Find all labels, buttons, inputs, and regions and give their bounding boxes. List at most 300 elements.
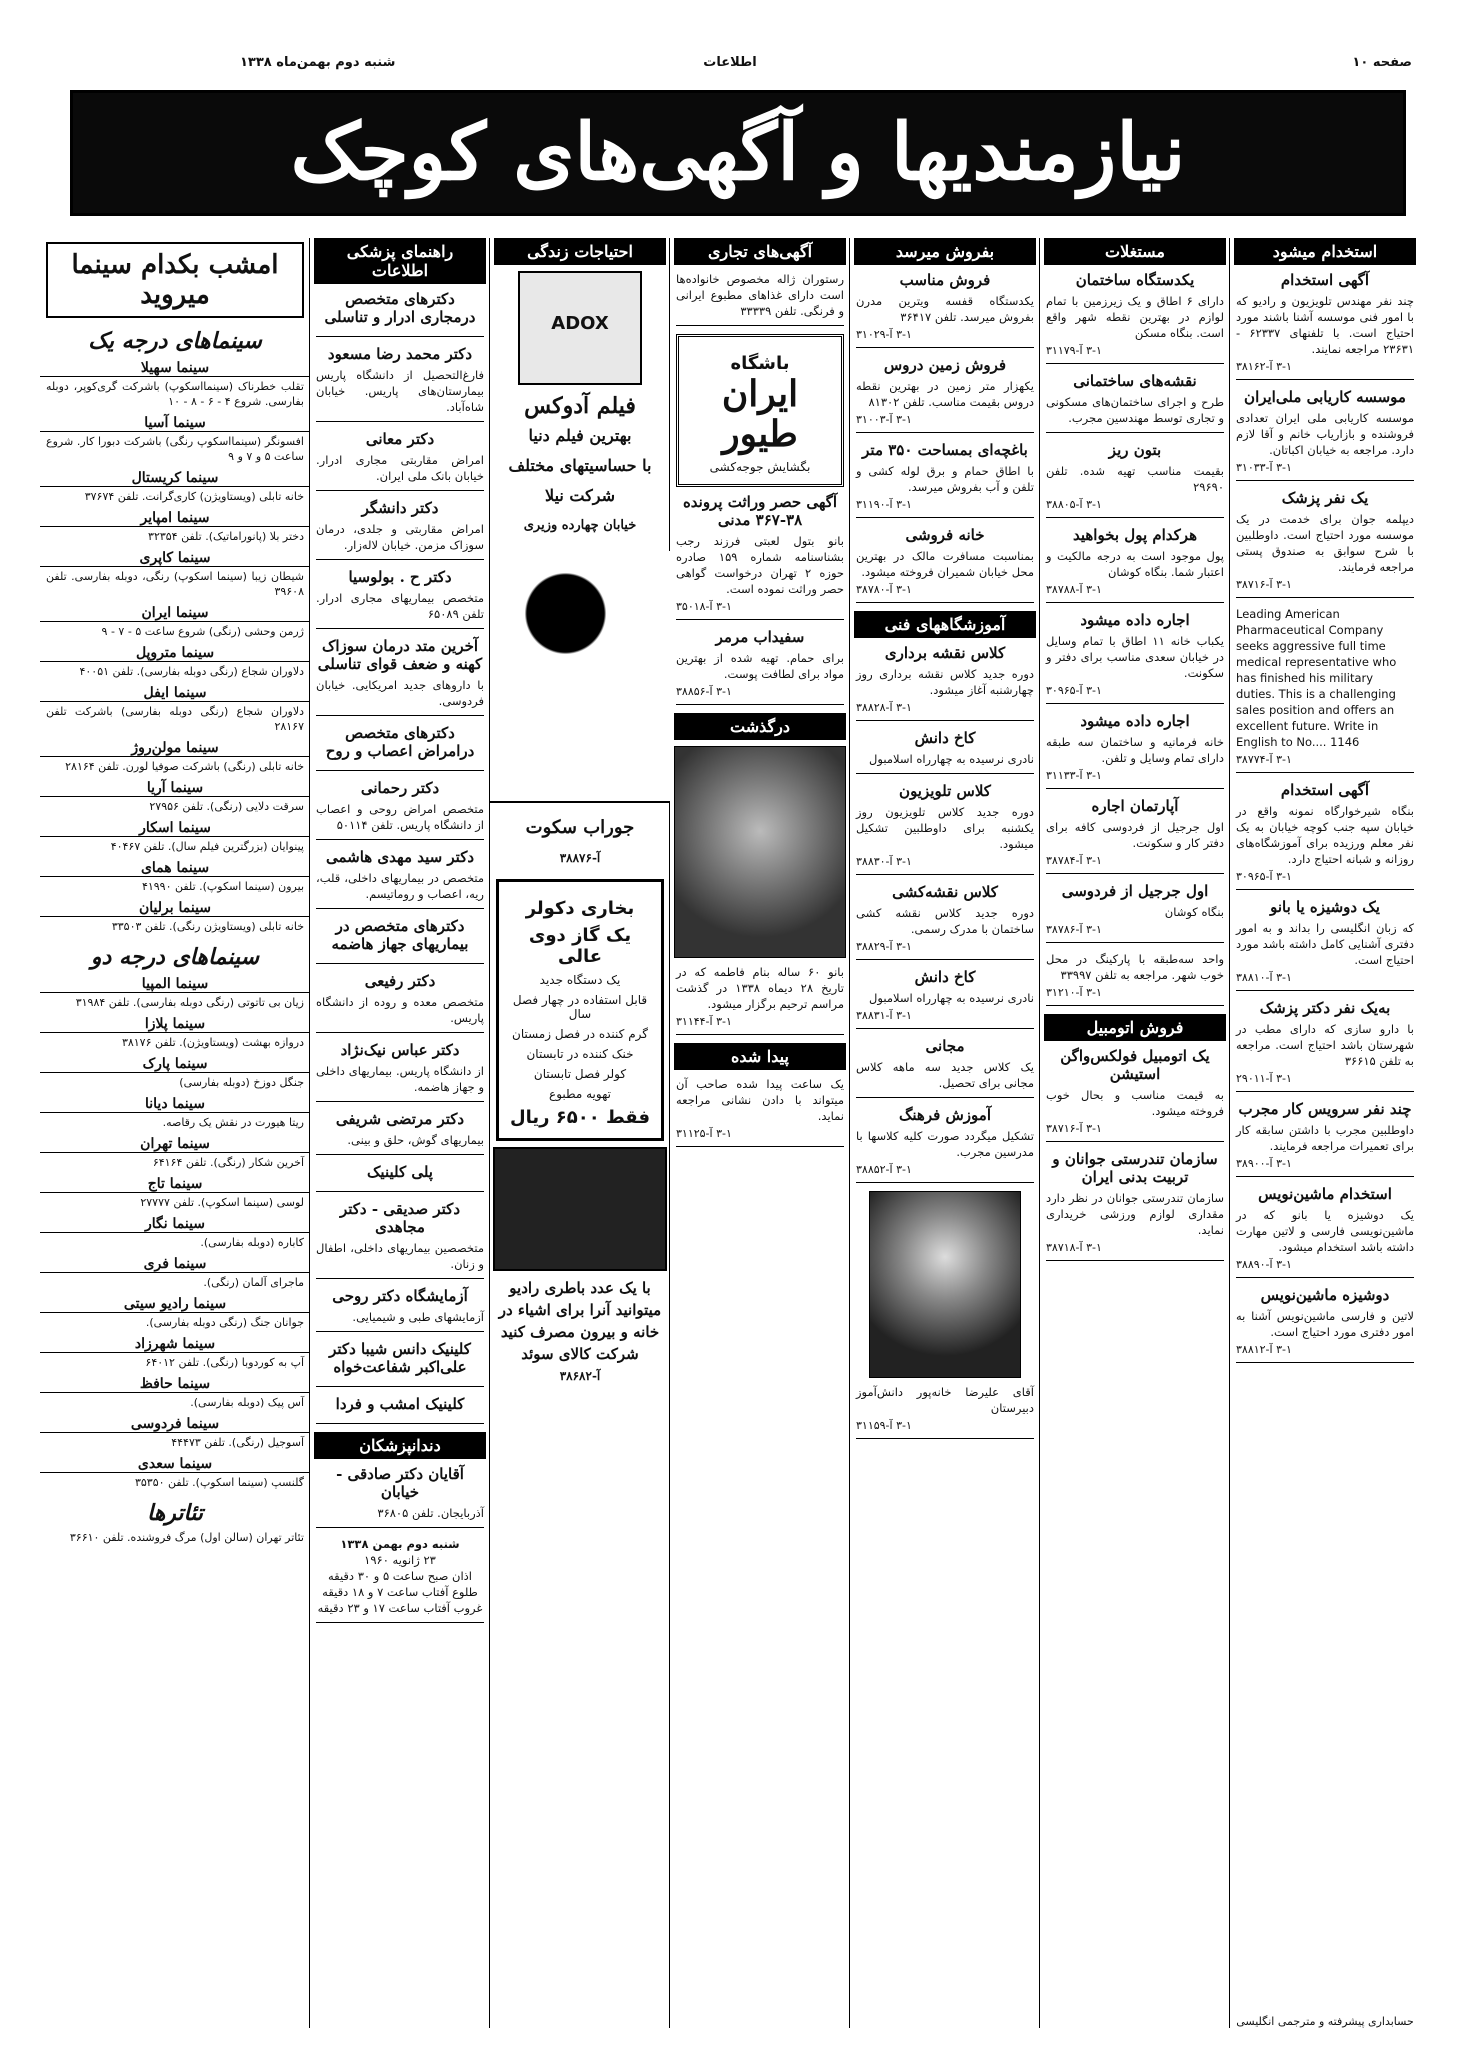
ad-code: ۳-۱ آ-۳۱۱۴۴ — [676, 1015, 732, 1028]
cinema-listing: جوانان جنگ (رنگی دوبله بفارسی). — [145, 1316, 304, 1329]
heater-line: بخاری دکولر — [525, 898, 635, 919]
heater-line: کولر فصل تابستان — [533, 1067, 627, 1081]
cinema-name: سینما تهران — [40, 1136, 310, 1153]
radio-line: میتوانید آنرا برای اشیاء در — [498, 1301, 662, 1319]
cinema-listing: افسونگر (سینمااسکوپ رنگی) باشرکت دبورا کار. شروع ساعت ۵ و ۷ و ۹ — [46, 435, 304, 463]
ad-title: فروش زمین دروس — [883, 356, 1007, 374]
ad-code: ۳-۱ آ-۳۱۱۲۵ — [676, 1127, 732, 1140]
cinema-name: سینما رادیو سیتی — [40, 1296, 310, 1313]
cinema-listing: دختر بلا (پانوراماتیک). تلفن ۳۲۳۵۴ — [148, 530, 304, 543]
ad-text: امراض مقاربتی مجاری ادرار. خیابان بانک ملی ایران. — [316, 453, 484, 483]
ad-item — [1046, 797, 1224, 874]
ad-item — [316, 1200, 484, 1279]
ad-title: آگهی استخدام — [1280, 271, 1370, 289]
cinema-listing: سرقت دلایی (رنگی). تلفن ۲۷۹۵۶ — [149, 800, 304, 813]
ad-title: خانه فروشی — [905, 526, 985, 544]
sock-ad — [496, 813, 664, 873]
column-heading: احتیاجات زندگی — [494, 238, 666, 265]
column-heading: بفروش میرسد — [854, 238, 1036, 265]
ad-title: یکدستگاه ساختمان — [1075, 271, 1195, 289]
ad-text: سازمان تندرستی جوانان در نظر دارد مقداری لوازم ورزشی خریداری نماید. — [1046, 1191, 1224, 1237]
ad-title: بتون ریز — [1108, 441, 1162, 459]
column-subheading: دندانپزشکان — [314, 1432, 486, 1459]
ad-text: فارغ‌التحصیل از دانشگاه پاریس بیمارستان‌های پاریس. خیابان شاه‌آباد. — [316, 368, 484, 414]
ad-code: ۳-۱ آ-۳۸۸۲۸ — [856, 701, 912, 714]
ad-item — [856, 526, 1034, 603]
cinema-listing: دروازه بهشت (ویستاویژن). تلفن ۳۸۱۷۶ — [121, 1036, 304, 1049]
box-line: بگشایش جوجه‌کشی — [709, 460, 811, 474]
cinema-section-title: سینماهای درجه دو — [90, 944, 260, 970]
ad-text: دوره جدید کلاس تلویزیون روز یکشنبه برای داوطلبین تشکیل میشود. — [856, 805, 1034, 851]
ad-title: دکتر محمد رضا مسعود — [327, 345, 473, 363]
cinema-listing: گلنسپ (سینما اسکوپ). تلفن ۳۵۳۵۰ — [134, 1476, 304, 1489]
ad-text: چند نفر مهندس تلویزیون و رادیو که با امور فنی موسسه آشنا باشند مورد احتیاج است. با تلفنهای ۶۲۳۳۷ - ۲۳۶۳۱ مراجعه نمایند. — [1236, 294, 1414, 356]
ad-text: متخصص امراض روحی و اعصاب از دانشگاه پاریس. تلفن ۵۰۱۱۴ — [316, 802, 484, 832]
ad-item — [1046, 951, 1224, 1006]
ad-item — [856, 782, 1034, 875]
ad-code: ۳-۱ آ-۳۸۷۸۶ — [1046, 923, 1102, 936]
ad-code: ۳-۱ آ-۳۵۰۱۸ — [676, 600, 732, 613]
ad-text: واحد سه‌طبقه با پارکینگ در محل خوب شهر. مراجعه به تلفن ۳۳۹۹۷ — [1046, 952, 1224, 982]
ad-title: دکتر سید مهدی هاشمی — [325, 848, 475, 866]
ad-code: ۳-۱ آ-۳۱۰۰۳ — [856, 413, 912, 426]
ad-title: اجاره داده میشود — [1080, 611, 1190, 629]
box-title: ایران طیور — [721, 373, 799, 455]
cinema-listing: بیرون (سینما اسکوپ). تلفن ۴۱۹۹۰ — [141, 880, 304, 893]
ad-code: ۳-۱ آ-۳۸۷۷۴ — [1236, 753, 1292, 766]
theater-section-title: تئاترها — [146, 1500, 204, 1526]
cinema-name: سینما متروپل — [40, 645, 310, 662]
weather-line: غروب آفتاب ساعت ۱۷ و ۲۳ دقیقه — [317, 1601, 483, 1615]
page-number: صفحه ۱۰ — [1352, 55, 1412, 70]
ad-title: مجانی — [925, 1037, 965, 1055]
radio-line: با یک عدد باطری رادیو — [509, 1279, 651, 1297]
cinema-listing: جنگل دوزخ (دوبله بفارسی) — [179, 1076, 304, 1089]
cinema-name: سینما پارک — [40, 1056, 310, 1073]
ad-text: با دارو سازی که دارای مطب در شهرستان باشد احتیاج است. مراجعه به تلفن ۳۶۶۱۵ — [1236, 1022, 1414, 1068]
ad-title: دکترهای متخصص درامراض اعصاب و روح — [325, 724, 475, 760]
column-employment — [1229, 238, 1420, 2028]
column-footer: حسابداری پیشرفته و مترجمی انگلیسی — [1236, 2015, 1414, 2028]
heater-price: فقط ۶۵۰۰ ریال — [509, 1107, 650, 1128]
cinema-name: سینما همای — [40, 860, 310, 877]
ad-text: تشکیل میگردد صورت کلیه کلاسها با مدرسین مجرب. — [856, 1129, 1034, 1159]
box-line: باشگاه — [730, 353, 790, 374]
ad-item — [1046, 1047, 1224, 1142]
ad-title: آزمایشگاه دکتر روحی — [332, 1287, 468, 1305]
ad-code: ۳-۱ آ-۳۱۲۱۰ — [1046, 986, 1102, 999]
cinema-listing: دلاوران شجاع (رنگی دوبله بفارسی) باشرکت تلفن ۲۸۱۶۷ — [46, 705, 304, 733]
ad-item — [856, 1106, 1034, 1183]
ad-title: کلاس نقشه‌کشی — [892, 883, 998, 901]
cinema-name: سینما کاپری — [40, 550, 310, 567]
ad-code: آ-۳۸۶۸۲ — [559, 1369, 601, 1383]
ad-item — [1046, 611, 1224, 704]
ad-title: دکتر صدیقی - دکتر مجاهدی — [339, 1200, 460, 1236]
ad-title: آگهی حصر وراثت پرونده ۳۸-۳۶۷ مدنی — [682, 493, 838, 529]
ad-text: بمناسبت مسافرت مالک در بهترین محل خیابان شمیران فروخته میشود. — [856, 549, 1034, 579]
ad-code: ۳-۱ آ-۳۰۹۶۵ — [1236, 870, 1292, 883]
ad-item — [1236, 489, 1414, 598]
film-ad — [496, 391, 664, 541]
cinema-name: سینما کریستال — [40, 470, 310, 487]
cinema-listing: دلاوران شجاع (رنگی دوبله بفارسی). تلفن ۴۰۰۵۱ — [79, 665, 304, 678]
ad-title: نقشه‌های ساختمانی — [1073, 372, 1197, 390]
ad-item — [1236, 1286, 1414, 1363]
cinema-name: سینما مولن‌روژ — [40, 740, 310, 757]
ad-text: یکهزار متر زمین در بهترین نقطه دروس بقیمت مناسب. تلفن ۸۱۳۰۲ — [856, 379, 1034, 409]
ad-title: دکتر مرتضی شریفی — [335, 1110, 465, 1128]
ad-item — [316, 430, 484, 491]
radio-illustration — [493, 1147, 667, 1271]
weather-line: شنبه دوم بهمن ۱۳۳۸ — [340, 1537, 460, 1551]
cinema-name: سینما تاج — [40, 1176, 310, 1193]
film-line: با حساسیتهای مختلف — [508, 456, 652, 475]
ad-title: دکترهای متخصص درمجاری ادرار و تناسلی — [324, 290, 476, 326]
ad-title: دوشیزه ماشین‌نویس — [1260, 1286, 1390, 1304]
cinema-listing: تقلب خطرناک (سینمااسکوپ) باشرکت گری‌کوپر، دوبله بفارسی. شروع ۴ - ۶ - ۸ - ۱۰ — [46, 380, 304, 408]
ad-item — [1236, 898, 1414, 991]
theater-listing: تئاتر تهران (سالن اول) مرگ فروشنده. تلفن ۳۶۶۱۰ — [69, 1531, 304, 1544]
ad-title: یک دوشیزه یا بانو — [1270, 898, 1380, 916]
ad-title: دکتر رفیعی — [364, 972, 436, 990]
weather-line: اذان صبح ساعت ۵ و ۳۰ دقیقه — [327, 1569, 473, 1583]
ad-title: فروش مناسب — [899, 271, 991, 289]
ad-item — [856, 441, 1034, 518]
ad-title: آپارتمان اجاره — [1091, 797, 1179, 815]
ad-text: متخصصین بیماریهای داخلی، اطفال و زنان. — [316, 1241, 484, 1271]
column-real-estate — [1039, 238, 1230, 2028]
ad-item — [316, 1110, 484, 1155]
ad-item — [316, 1163, 484, 1192]
ad-code: ۳-۱ آ-۳۸۸۱۰ — [1236, 971, 1292, 984]
cinema-name: سینما سهیلا — [40, 360, 310, 377]
ad-code: ۳-۱ آ-۳۸۷۱۸ — [1046, 1241, 1102, 1254]
ad-text: یک کلاس جدید سه ماهه کلاس مجانی برای تحصیل. — [856, 1060, 1034, 1090]
ad-title: کلینیک امشب و فردا — [335, 1395, 465, 1413]
ad-text: نادری نرسیده به چهارراه اسلامبول — [869, 991, 1034, 1005]
ad-item — [856, 968, 1034, 1029]
ad-text: دوره جدید کلاس نقشه برداری روز چهارشنبه آغاز میشود. — [856, 667, 1034, 697]
ad-text: از دانشگاه پاریس. بیماریهای داخلی و جهاز هاضمه. — [316, 1064, 484, 1094]
cinema-name: سینما آریا — [40, 780, 310, 797]
cinema-listing: لوسی (سینما اسکوپ). تلفن ۲۷۷۷۷ — [140, 1196, 304, 1209]
issue-date: شنبه دوم بهمن‌ماه ۱۳۳۸ — [240, 55, 396, 70]
ad-item — [1046, 441, 1224, 518]
ad-title: یک اتومبیل فولکس‌واگن استیشن — [1060, 1047, 1210, 1083]
cinema-listing: آخرین شکار (رنگی). تلفن ۶۴۱۶۴ — [152, 1156, 304, 1169]
ad-code: ۳-۱ آ-۳۸۸۹۰ — [1236, 1258, 1292, 1271]
ad-code: ۳-۱ آ-۳۸۸۲۹ — [856, 940, 912, 953]
ad-item — [676, 1076, 844, 1147]
ad-code: ۳-۱ آ-۳۸۷۸۰ — [856, 583, 912, 596]
ad-code: ۳-۱ آ-۳۸۸۳۱ — [856, 1009, 912, 1022]
heater-line: یک گاز دوی عالی — [528, 925, 632, 967]
ad-text: بنگاه کوشان — [1164, 905, 1224, 919]
ad-item — [856, 1037, 1034, 1098]
column-heading: آگهی‌های تجاری — [674, 238, 846, 265]
radio-company: شرکت کالای سوئد — [521, 1345, 639, 1363]
ad-text: نادری نرسیده به چهارراه اسلامبول — [869, 752, 1034, 766]
cinema-name: سینما برلیان — [40, 900, 310, 917]
ad-item — [316, 345, 484, 422]
ad-title: دکتر دانشگر — [361, 499, 439, 517]
ad-title: دکتر عباس نیک‌نژاد — [340, 1041, 460, 1059]
ad-text: دارای ۶ اطاق و یک زیرزمین با تمام لوازم در بهترین نقطه شهر واقع است. بنگاه مسکن — [1046, 294, 1224, 340]
cinema-listing: آس پیک (دوبله بفارسی). — [190, 1396, 304, 1409]
heater-cooler-ad — [496, 879, 664, 1141]
heater-line: قابل استفاده در چهار فصل سال — [512, 993, 648, 1021]
cinema-name: سینما ایران — [40, 605, 310, 622]
ad-code: ۳-۱ آ-۳۸۸۵۶ — [676, 685, 732, 698]
ad-item — [316, 724, 484, 771]
ad-text: طرح و اجرای ساختمان‌های مسکونی و تجاری توسط مهندسین مجرب. — [1046, 395, 1224, 425]
film-brand: ADOX — [551, 313, 609, 334]
cinema-listing: خانه تابلی (ویستاویژن رنگی). تلفن ۳۳۵۰۳ — [111, 920, 304, 933]
ad-title: پلی کلینیک — [367, 1163, 433, 1181]
ad-title: دکتر ح . بولوسیا — [348, 568, 452, 586]
ad-title: کلاس تلویزیون — [899, 782, 991, 800]
ad-text: دیپلمه جوان برای خدمت در یک موسسه مورد احتیاج است. داوطلبین با شرح سوابق به صندوق پستی مراجعه فرمایند. — [1236, 512, 1414, 574]
ad-item — [316, 499, 484, 560]
ad-item — [316, 568, 484, 629]
ad-title: دکتر معانی — [365, 430, 435, 448]
ad-code: ۳-۱ آ-۳۸۸۵۲ — [856, 1163, 912, 1176]
ad-item — [676, 628, 844, 705]
ad-item — [856, 729, 1034, 774]
cinema-box-title: امشب بکدام سینما میروید — [46, 242, 304, 318]
ad-item — [856, 356, 1034, 433]
ad-item — [316, 779, 484, 840]
ad-item — [1046, 882, 1224, 943]
column-subheading: آموزشگاههای فنی — [854, 611, 1036, 638]
ad-item — [1236, 781, 1414, 890]
column-subheading: پیدا شده — [674, 1043, 846, 1070]
ad-text: بقیمت مناسب تهیه شده. تلفن ۲۹۶۹۰ — [1046, 464, 1224, 494]
radio-ad — [496, 1277, 664, 1387]
newspaper-page — [40, 40, 1420, 2035]
photo-caption: آقای علیرضا خانه‌پور دانش‌آموز دبیرستان — [856, 1385, 1034, 1415]
cinema-listing: خانه تابلی (ویستاویژن) کاری‌گرانت. تلفن ۳۷۶۷۴ — [84, 490, 304, 503]
column-heading: مستغلات — [1044, 238, 1226, 265]
ad-title: اجاره داده میشود — [1080, 712, 1190, 730]
ad-item — [1046, 271, 1224, 364]
cinema-listing: شیطان زیبا (سینما اسکوپ) رنگی، دوبله بفارسی. تلفن ۳۹۶۰۸ — [46, 570, 304, 598]
ad-text: خانه فرمانیه و ساختمان سه طبقه دارای تمام وسایل و تلفن. — [1046, 735, 1224, 765]
poultry-club-ad — [676, 334, 844, 487]
ad-item — [856, 1384, 1034, 1439]
film-line: شرکت نیلا — [545, 486, 615, 505]
cinema-listing: آسوجیل (رنگی). تلفن ۴۴۴۷۳ — [171, 1436, 304, 1449]
ad-code: ۳-۱ آ-۳۸۱۶۲ — [1236, 360, 1292, 373]
ad-item — [676, 493, 844, 620]
film-title: فیلم آدوکس — [524, 393, 636, 419]
cinema-name: سینما سعدی — [40, 1456, 310, 1473]
ad-code: ۳-۱ آ-۳۸۸۰۵ — [1046, 498, 1102, 511]
ad-text: یک دوشیزه یا بانو که در ماشین‌نویسی فارسی و لاتین مهارت داشته باشد استخدام میشود. — [1236, 1208, 1414, 1254]
ad-text: آزمایشهای طبی و شیمیایی. — [352, 1310, 484, 1324]
ad-text: لاتین و فارسی ماشین‌نویس آشنا به امور دفتری مورد احتیاج است. — [1236, 1309, 1414, 1339]
sock-ad-illustration — [489, 551, 670, 803]
ad-title: دکترهای متخصص در بیماریهای جهاز هاضمه — [331, 917, 469, 953]
ad-code: ۳-۱ آ-۳۱۱۳۳ — [1046, 769, 1102, 782]
ad-code: آ-۳۸۸۷۶ — [559, 851, 601, 865]
ad-item — [316, 848, 484, 909]
ad-code: ۳-۱ آ-۳۸۸۳۰ — [856, 855, 912, 868]
cinema-listing: زیان بی تاتوتی (رنگی دوبله بفارسی). تلفن ۳۱۹۸۴ — [75, 996, 304, 1009]
ad-item — [1046, 526, 1224, 603]
cinema-name: سینما فری — [40, 1256, 310, 1273]
ad-item — [1046, 1150, 1224, 1261]
cinema-name: سینما المپیا — [40, 976, 310, 993]
ad-code: ۳-۱ آ-۳۱۰۳۳ — [1236, 461, 1292, 474]
ad-text: داوطلبین مجرب با داشتن سابقه کار برای تعمیرات مراجعه فرمایند. — [1236, 1123, 1414, 1153]
heater-line: یک دستگاه جدید — [539, 973, 621, 987]
ad-item — [316, 1395, 484, 1424]
column-life-needs — [489, 238, 670, 2028]
ad-text: Leading American Pharmaceutical Company seeks aggressive full time medical representative who has finished his military duties. This is a challenging sales position and offers an excellent future. Write in English to No.... 1146 — [1236, 607, 1397, 749]
ad-text: بانو بتول لعبتی فرزند رجب بشناسنامه شماره ۱۵۹ صادره حوزه ۲ تهران درخواست گواهی حصر وراثت نموده است. — [676, 534, 844, 596]
cinema-name: سینما فردوسی — [40, 1416, 310, 1433]
obituary-photo — [674, 746, 846, 958]
cinema-listing: خانه تابلی (رنگی) باشرکت صوفیا لورن. تلفن ۲۸۱۶۴ — [65, 760, 304, 773]
cinema-name: سینما امپایر — [40, 510, 310, 527]
cinema-listing: ژرمن وحشی (رنگی) شروع ساعت ۵ - ۷ - ۹ — [101, 625, 304, 638]
cinema-section-title: سینماهای درجه یک — [88, 328, 262, 354]
newspaper-name: اطلاعات — [703, 55, 757, 70]
cinema-name: سینما دیانا — [40, 1096, 310, 1113]
ad-item — [316, 917, 484, 964]
ad-item — [1236, 388, 1414, 481]
ad-title: یک نفر پزشک — [1281, 489, 1369, 507]
classifieds-banner: نیازمندیها و آگهی‌های کوچک — [70, 90, 1406, 216]
column-subheading: فروش اتومبیل — [1044, 1014, 1226, 1041]
film-line: بهترین فیلم دنیا — [528, 426, 632, 445]
ad-title: اول جرجیل از فردوسی — [1061, 882, 1209, 900]
cinema-name: سینما آسیا — [40, 415, 310, 432]
ad-item — [316, 1041, 484, 1102]
ad-code: ۳-۱ آ-۳۸۷۱۶ — [1236, 578, 1292, 591]
ad-code: ۳-۱ آ-۲۹۰۱۱ — [1236, 1072, 1292, 1085]
ad-title: دکتر رحمانی — [360, 779, 440, 797]
ad-text: رستوران ژاله مخصوص خانواده‌ها است دارای غذاهای مطبوع ایرانی و فرنگی. تلفن ۳۳۳۳۹ — [676, 272, 844, 318]
ad-title: کلینیک دانس شیبا دکتر علی‌اکبر شفاعت‌خواه — [329, 1340, 471, 1376]
obituary-text: بانو ۶۰ ساله بنام فاطمه که در تاریخ ۲۸ دیماه ۱۳۳۸ در گذشت مراسم ترحیم برگزار میشود. — [676, 965, 844, 1011]
cinema-name: سینما حافظ — [40, 1376, 310, 1393]
ad-item — [1236, 271, 1414, 380]
ad-code: ۳-۱ آ-۳۰۹۶۵ — [1046, 684, 1102, 697]
ad-code: ۳-۱ آ-۳۸۷۸۴ — [1046, 854, 1102, 867]
heater-line: خنک کننده در تابستان — [526, 1047, 634, 1061]
ad-item — [1236, 1185, 1414, 1278]
ad-text: آذربایجان. تلفن ۳۶۸۰۵ — [377, 1506, 484, 1520]
ad-code: ۳-۱ آ-۳۱۱۵۹ — [856, 1419, 912, 1432]
column-heading: استخدام میشود — [1234, 238, 1416, 265]
ad-code: ۳-۱ آ-۳۱۱۹۰ — [856, 498, 912, 511]
ad-text: متخصص معده و روده از دانشگاه پاریس. — [316, 995, 484, 1025]
ad-title: کاخ دانش — [914, 968, 976, 986]
cinema-name: سینما ایفل — [40, 685, 310, 702]
column-medical-guide — [309, 238, 490, 2028]
cinema-name: سینما شهرزاد — [40, 1336, 310, 1353]
ad-text: امراض مقاربتی و جلدی، درمان سوزاک مزمن. خیابان لاله‌زار. — [316, 522, 484, 552]
cinema-name: سینما نگار — [40, 1216, 310, 1233]
ad-item — [856, 644, 1034, 721]
ad-title: آقایان دکتر صادقی - خیابان — [336, 1465, 464, 1501]
ad-text: با اطاق حمام و برق لوله کشی و تلفن و آب بفروش میرسد. — [856, 464, 1034, 494]
cinema-name: سینما اسکار — [40, 820, 310, 837]
ad-item — [1046, 372, 1224, 433]
ad-item — [1236, 1100, 1414, 1177]
ad-text: یکباب خانه ۱۱ اطاق با تمام وسایل در خیابان سعدی مناسب برای دفتر و سکونت. — [1046, 634, 1224, 680]
ad-text: به قیمت مناسب و بحال خوب فروخته میشود. — [1046, 1088, 1224, 1118]
cinema-listing: پینوایان (بزرگترین فیلم سال). تلفن ۴۰۴۶۷ — [110, 840, 304, 853]
ad-title: آموزش فرهنگ — [898, 1106, 992, 1124]
ad-title: کاخ دانش — [914, 729, 976, 747]
student-photo — [869, 1191, 1021, 1378]
ad-item — [856, 883, 1034, 960]
ad-title: به‌یک نفر دکتر پزشک — [1259, 999, 1391, 1017]
ad-code: ۳-۱ آ-۳۸۹۰۰ — [1236, 1157, 1292, 1170]
ad-code: ۳-۱ آ-۳۸۷۱۶ — [1046, 1122, 1102, 1135]
ad-text: با داروهای جدید امریکایی. خیابان فردوسی. — [316, 678, 484, 708]
ad-title: چند نفر سرویس کار مجرب — [1238, 1100, 1412, 1118]
ad-text: اول جرجیل از فردوسی کافه برای دفتر کار و سکونت. — [1046, 820, 1224, 850]
ad-text: بنگاه شیرخوارگاه نمونه واقع در خیابان سپه جنب کوچه خیابان به یک نفر معلم ورزیده برای آموزشگاه‌های روزانه و شبانه احتیاج دارد. — [1236, 804, 1414, 866]
ad-text: که زبان انگلیسی را بداند و به امور دفتری آشنایی کامل داشته باشد مورد احتیاج است. — [1236, 921, 1414, 967]
ad-title: آگهی استخدام — [1280, 781, 1370, 799]
ad-text: موسسه کاریابی ملی ایران تعدادی فروشنده و بازاریاب خانم و آقا لازم دارد. مراجعه به خیابان اکباتان. — [1236, 411, 1414, 457]
ad-item — [316, 637, 484, 716]
cinema-listing: ماجرای آلمان (رنگی). — [203, 1276, 304, 1289]
ad-item — [676, 964, 844, 1035]
ad-code: ۳-۱ آ-۳۱۰۲۹ — [856, 328, 912, 341]
film-box-image — [518, 271, 642, 385]
heater-line: تهویه مطبوع — [549, 1087, 611, 1101]
weather-line: طلوع آفتاب ساعت ۷ و ۱۸ دقیقه — [322, 1585, 478, 1599]
ad-item — [316, 290, 484, 337]
ad-text: متخصص در بیماریهای داخلی، قلب، ریه، اعصاب و روماتیسم. — [316, 871, 484, 901]
ad-text: بیماریهای گوش، حلق و بینی. — [347, 1133, 484, 1147]
ad-title: آخرین متد درمان سوزاک کهنه و ضعف قوای تناسلی — [317, 637, 483, 673]
ad-title: هرکدام پول بخواهید — [1072, 526, 1197, 544]
ad-item — [676, 271, 844, 326]
ad-code: ۳-۱ آ-۳۱۱۷۹ — [1046, 344, 1102, 357]
cinema-listing: ریتا هیورت در نقش یک رقاصه. — [162, 1116, 304, 1129]
cinema-name: سینما پلازا — [40, 1016, 310, 1033]
ad-text: برای حمام. تهیه شده از بهترین مواد برای لطافت پوست. — [676, 651, 844, 681]
ad-title: موسسه کاریابی ملی‌ایران — [1244, 388, 1406, 406]
weather-box — [316, 1536, 484, 1623]
ad-item — [856, 271, 1034, 348]
ad-title: باغچه‌ای بمساحت ۳۵۰ متر — [862, 441, 1028, 459]
film-line: خیابان چهارده وزیری — [523, 518, 637, 533]
cinema-listing: کاباره (دوبله بفارسی). — [200, 1236, 304, 1249]
ad-text: پول موجود است به درجه مالکیت و اعتبار شما. بنگاه کوشان — [1046, 549, 1224, 579]
column-heading: راهنمای پزشکی اطلاعات — [314, 238, 486, 284]
ad-code: ۳-۱ آ-۳۸۸۱۲ — [1236, 1343, 1292, 1356]
ad-text: دوره جدید کلاس نقشه کشی ساختمان با مدرک رسمی. — [856, 906, 1034, 936]
weather-line: ۲۳ ژانویه ۱۹۶۰ — [364, 1553, 436, 1567]
column-cinemas — [40, 238, 310, 2028]
column-commercial — [669, 238, 850, 2028]
ad-item — [1046, 712, 1224, 789]
found-text: یک ساعت پیدا شده صاحب آن میتواند با دادن نشانی مراجعه نماید. — [676, 1077, 844, 1123]
ad-title: سفیداب مرمر — [715, 628, 805, 646]
ad-item — [316, 1465, 484, 1528]
ad-item — [316, 1287, 484, 1332]
page-header — [40, 55, 1420, 77]
